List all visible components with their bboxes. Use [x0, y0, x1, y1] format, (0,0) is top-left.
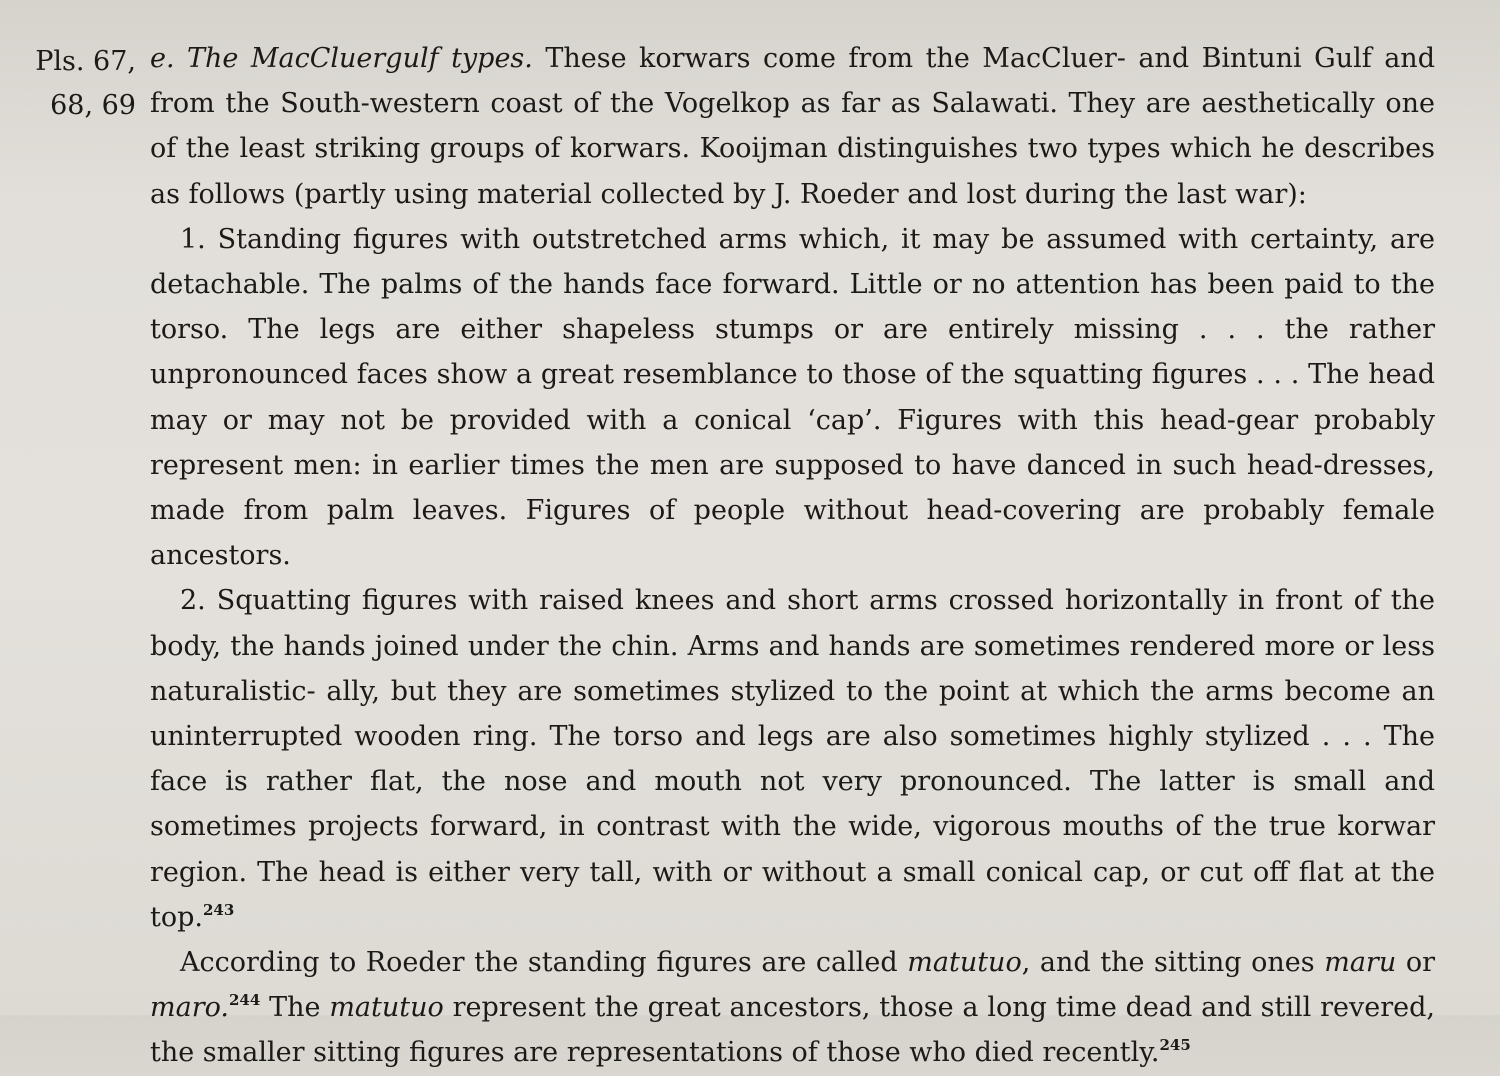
- footnote-ref-244: 244: [228, 991, 261, 1010]
- term-matutuo: matutuo: [907, 947, 1022, 979]
- plate-reference: [26, 40, 136, 128]
- term-maru: maru: [1324, 947, 1397, 979]
- term-matutuo-2: matutuo: [329, 992, 444, 1024]
- closing-text-5: represent the great ancestors, those a long time dead and still revered, the smaller sitting figures are representations of those who died recently.: [150, 992, 1435, 1069]
- section-heading: e. The MacCluergulf types.: [150, 43, 533, 74]
- closing-text-2: , and the sitting ones: [1021, 947, 1325, 979]
- footnote-ref-245: 245: [1159, 1036, 1191, 1055]
- type-2-text: 2. Squatting figures with raised knees and short arms crossed horizontally in front of the body, the hands joined under the chin. Arms and hands are sometimes rendered more or less naturalistic- ally, but they are sometimes stylized to the point at which the arms become an uninterrupted wooden ring. The torso and legs are also sometimes highly stylized . . . The face is rather flat, the nose and mouth not very pronounced. The latter is small and sometimes projects forward, in contrast with the wide, vigorous mouths of the true korwar region. The head is either very tall, with or without a small conical cap, or cut off flat at the top.: [150, 585, 1435, 933]
- plate-reference-line-1: Pls. 67,: [35, 46, 136, 77]
- type-1-paragraph: 1. Standing figures with outstretched arms which, it may be assumed with certainty, are detachable. The palms of the hands face forward. Little or no attention has been paid to the torso. The legs are either shapeless stumps or are entirely missing . . . the rather unpronounced faces show a great resemblance to those of the squatting figures . . . The head may or may not be provided with a conical ‘cap’. Figures with this head-gear probably represent men: in earlier times the men are supposed to have danced in such head-dresses, made from palm leaves. Figures of people without head-covering are probably female ancestors.: [150, 223, 1435, 572]
- closing-paragraph: [150, 940, 1435, 1076]
- section-intro: These korwars come from the MacCluer- and Bintuni Gulf and from the South-western coast of the Vogelkop as far as Salawati. They are aesthetically one of the least striking groups of korwars. Kooijman distinguishes two types which he describes as follows (partly using material collected by J. Roeder and lost during the last war):: [150, 43, 1435, 210]
- footnote-ref-243: 243: [202, 900, 235, 919]
- closing-text-1: According to Roeder the standing figures are called: [180, 947, 908, 979]
- term-maro: maro.: [150, 992, 229, 1024]
- closing-text-3: or: [1396, 947, 1435, 979]
- section-paragraph: [150, 36, 1435, 217]
- type-2-paragraph: [150, 578, 1435, 940]
- plate-reference-line-2: 68, 69: [50, 90, 136, 121]
- closing-text-4: The: [260, 992, 330, 1024]
- body-text: [150, 36, 1435, 1076]
